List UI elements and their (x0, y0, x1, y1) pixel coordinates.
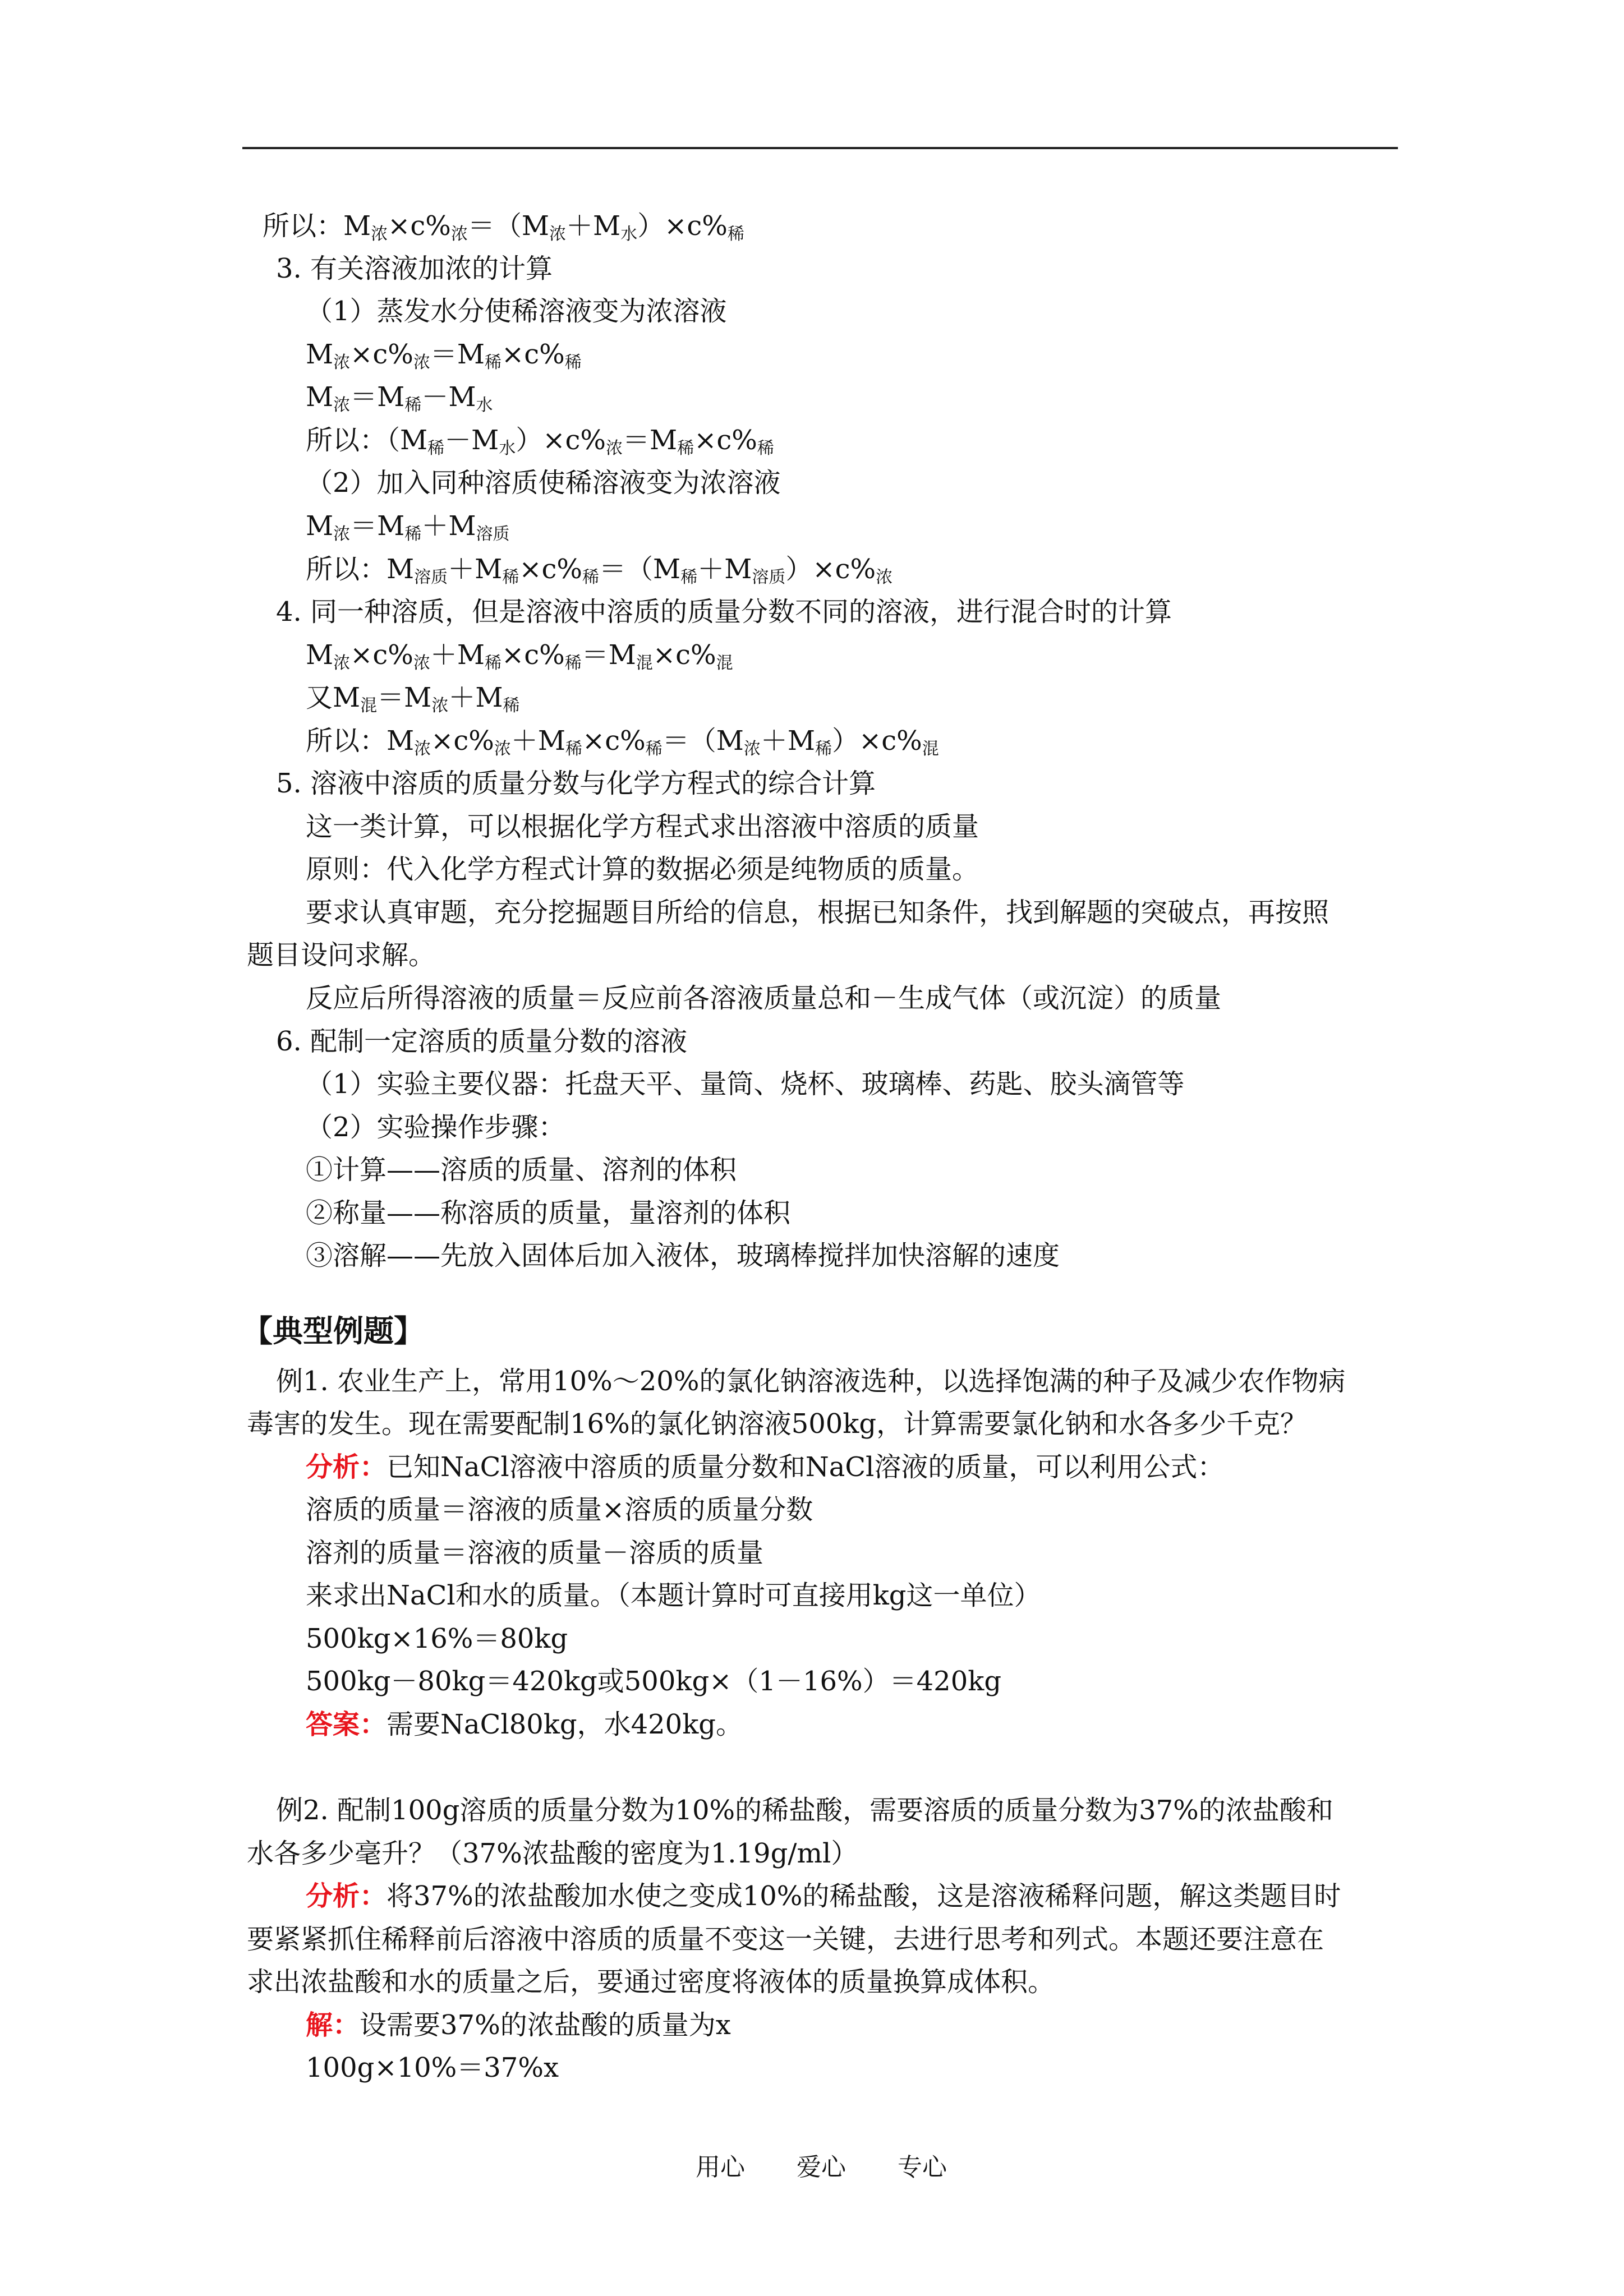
example-2-solution: 解：设需要37%的浓盐酸的质量为x (306, 2009, 731, 2041)
paragraph-line: （2）实验操作步骤： (306, 1112, 565, 1143)
section-6-heading: 6. 配制一定溶质的质量分数的溶液 (276, 1026, 688, 1057)
paragraph-line: 要紧紧抓住稀释前后溶液中溶质的质量不变这一关键，去进行思考和列式。本题还要注意在 (247, 1924, 1324, 1955)
paragraph-line: 500kg×16%＝80kg (306, 1623, 568, 1654)
formula-line: 所以：$M_浓\times c\%_浓+M_稀\times c\%_稀=(M_浓+M_稀)\times c\%_混$ (306, 725, 939, 759)
footer-text: 专心 (898, 2153, 947, 2182)
example-2-line: 水各多少毫升？（37%浓盐酸的密度为1.19g/ml） (247, 1838, 858, 1869)
paragraph-line: 溶剂的质量＝溶液的质量－溶质的质量 (306, 1537, 764, 1569)
paragraph-line: 原则：代入化学方程式计算的数据必须是纯物质的质量。 (306, 854, 979, 885)
example-2-line: 例2. 配制100g溶质的质量分数为10%的稀盐酸，需要溶质的质量分数为37%的浓盐酸和 (276, 1795, 1333, 1826)
example-1-line: 例1. 农业生产上，常用10%～20%的氯化钠溶液选种，以选择饱满的种子及减少农作物病 (276, 1366, 1346, 1397)
paragraph-line: 求出浓盐酸和水的质量之后，要通过密度将液体的质量换算成体积。 (247, 1966, 1055, 1998)
list-item: ②称量——称溶质的质量，量溶剂的体积 (306, 1197, 791, 1229)
example-1-answer: 答案：需要NaCl80kg，水420kg。 (306, 1709, 743, 1740)
example-2-analysis: 分析：将37%的浓盐酸加水使之变成10%的稀盐酸，这是溶液稀释问题，解这类题目时 (306, 1880, 1341, 1912)
subsection-3-1: （1）蒸发水分使稀溶液变为浓溶液 (306, 296, 727, 327)
footer-text: 用心 (696, 2153, 745, 2182)
paragraph-line: 来求出NaCl和水的质量。（本题计算时可直接用kg这一单位） (306, 1580, 1041, 1611)
header-rule (242, 147, 1398, 149)
section-3-heading: 3. 有关溶液加浓的计算 (276, 253, 553, 284)
subsection-3-2: （2）加入同种溶质使稀溶液变为浓溶液 (306, 467, 781, 499)
formula-line: 所以：$M_{溶质}+M_稀\times c\%_稀=(M_稀+M_{溶质})\times c\%_浓$ (306, 554, 893, 587)
section-4-heading: 4. 同一种溶质，但是溶液中溶质的质量分数不同的溶液，进行混合时的计算 (276, 596, 1172, 628)
example-1-line: 毒害的发生。现在需要配制16%的氯化钠溶液500kg，计算需要氯化钠和水各多少千克？ (247, 1408, 1308, 1440)
formula-line: $M_浓=M_稀-M_水$ (306, 381, 493, 415)
paragraph-line: 反应后所得溶液的质量＝反应前各溶液质量总和－生成气体（或沉淀）的质量 (306, 983, 1222, 1014)
paragraph-line: 这一类计算，可以根据化学方程式求出溶液中溶质的质量 (306, 811, 979, 842)
paragraph-line: （1）实验主要仪器：托盘天平、量筒、烧杯、玻璃棒、药匙、胶头滴管等 (306, 1068, 1185, 1100)
section-5-heading: 5. 溶液中溶质的质量分数与化学方程式的综合计算 (276, 768, 876, 799)
list-item: ③溶解——先放入固体后加入液体，玻璃棒搅拌加快溶解的速度 (306, 1240, 1060, 1271)
formula-line: 所以：$(M_稀-M_水)\times c\%_浓=M_稀\times c\%_稀$ (306, 425, 774, 458)
paragraph-line: 100g×10%＝37%x (306, 2052, 559, 2083)
paragraph-line: 题目设问求解。 (247, 939, 436, 971)
formula-line-dilution-result: 所以：$M_浓\times c\%_浓=(M_浓+M_水)\times c\%_稀$ (263, 210, 744, 244)
example-1-analysis: 分析：已知NaCl溶液中溶质的质量分数和NaCl溶液的质量，可以利用公式： (306, 1451, 1225, 1483)
section-heading-examples: 【典型例题】 (242, 1313, 424, 1349)
formula-line: 又$M_混=M_浓+M_稀$ (306, 682, 520, 716)
footer-text: 爱心 (797, 2153, 846, 2182)
paragraph-line: 要求认真审题，充分挖掘题目所给的信息，根据已知条件，找到解题的突破点，再按照 (306, 897, 1329, 928)
formula-line: $M_浓=M_稀+M_{溶质}$ (306, 510, 510, 544)
paragraph-line: 溶质的质量＝溶液的质量×溶质的质量分数 (306, 1494, 813, 1525)
formula-line: $M_浓\times c\%_浓=M_稀\times c\%_稀$ (306, 339, 582, 372)
paragraph-line: 500kg－80kg＝420kg或500kg×（1－16%）＝420kg (306, 1666, 1002, 1697)
list-item: ①计算——溶质的质量、溶剂的体积 (306, 1154, 737, 1186)
formula-line: $M_浓\times c\%_浓+M_稀\times c\%_稀=M_混\times c\%_混$ (306, 639, 733, 673)
